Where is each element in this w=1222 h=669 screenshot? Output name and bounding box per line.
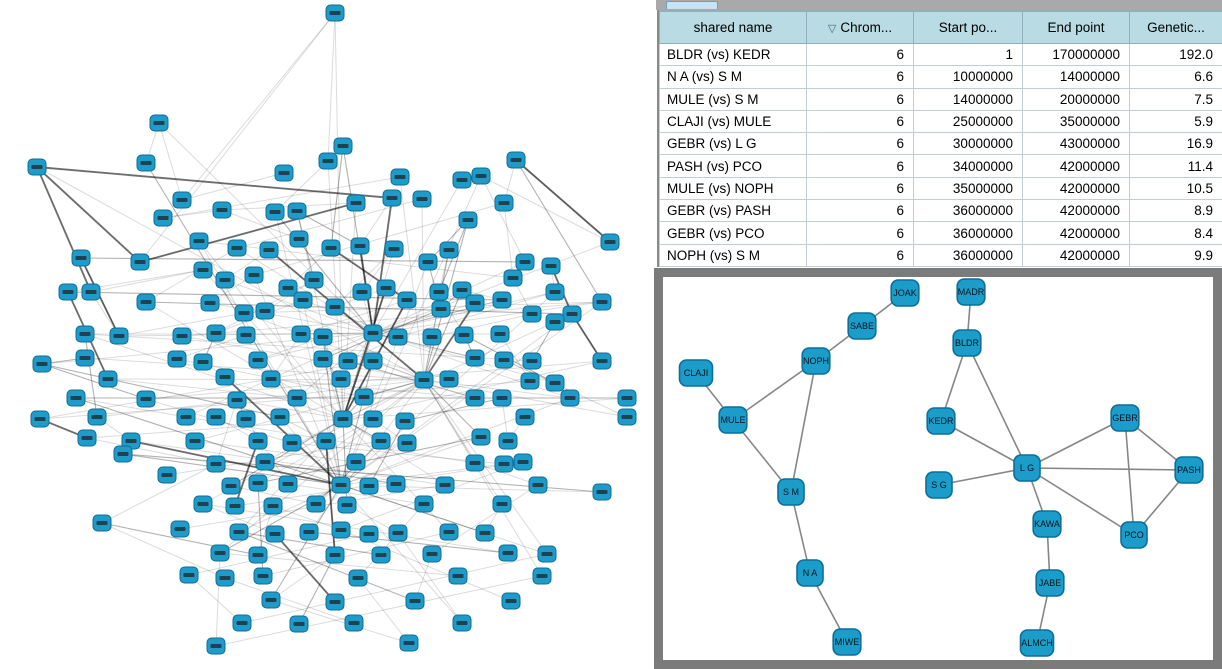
node-label-KEDR: KEDR [928, 416, 954, 426]
column-header-start-po[interactable]: Start po... [914, 11, 1023, 44]
node-label [359, 395, 370, 399]
node-label [321, 439, 332, 443]
cell[interactable]: 6 [807, 244, 914, 266]
node-label [417, 197, 428, 201]
node-label-MADR: MADR [957, 287, 985, 297]
hairball-edge[interactable] [235, 441, 258, 506]
node-label [476, 174, 487, 178]
node-label [511, 158, 522, 162]
node-label [404, 641, 415, 645]
node-label [355, 244, 366, 248]
node-label [294, 237, 305, 241]
node-label [63, 290, 74, 294]
node-label-N A: N A [802, 568, 818, 578]
node-label [279, 171, 290, 175]
node-label [175, 527, 186, 531]
cell[interactable]: MULE (vs) NOPH [660, 177, 807, 199]
hairball-edge[interactable] [504, 203, 513, 278]
node-label [234, 530, 245, 534]
node-label [351, 201, 362, 205]
cell[interactable]: 10.5 [1130, 177, 1222, 199]
node-label [241, 333, 252, 337]
subnetwork-view[interactable] [654, 268, 1222, 669]
node-label [537, 574, 548, 578]
table-row[interactable] [660, 66, 1222, 88]
cell[interactable]: 36000000 [914, 200, 1023, 222]
node-label [103, 377, 114, 381]
node-label [304, 530, 315, 534]
node-label [336, 483, 347, 487]
node-label-BLDR: BLDR [954, 338, 980, 348]
edge-attribute-table [659, 10, 1222, 267]
node-label [427, 335, 438, 339]
node-label [264, 248, 275, 252]
node-label [114, 334, 125, 338]
node-label [80, 356, 91, 360]
node-label [440, 483, 451, 487]
node-label [177, 198, 188, 202]
node-label [330, 553, 341, 557]
node-label [71, 396, 82, 400]
node-label [338, 144, 349, 148]
node-label [232, 246, 243, 250]
node-label [198, 268, 209, 272]
cell[interactable]: BLDR (vs) KEDR [660, 44, 807, 66]
node-label [32, 165, 43, 169]
cell[interactable]: 6 [807, 155, 914, 177]
cell[interactable]: 192.0 [1130, 44, 1222, 66]
table-row[interactable] [660, 110, 1222, 132]
node-label-MULE: MULE [720, 415, 746, 425]
node-label [427, 552, 438, 556]
node-label-L G: L G [1019, 463, 1035, 473]
node-label [597, 359, 608, 363]
cell[interactable]: MULE (vs) S M [660, 88, 807, 110]
node-label [287, 441, 298, 445]
filter-funnel-icon[interactable]: ▽ [827, 23, 837, 35]
table-row[interactable] [660, 155, 1222, 177]
hairball-edge[interactable] [102, 523, 225, 578]
hairball-edge[interactable] [91, 270, 203, 292]
cell[interactable]: 34000000 [914, 155, 1023, 177]
node-label [294, 622, 305, 626]
cell[interactable]: 42000000 [1023, 200, 1130, 222]
node-label [497, 396, 508, 400]
hairball-edge[interactable] [299, 555, 335, 624]
node-label [211, 462, 222, 466]
node-label [527, 359, 538, 363]
node-label [419, 502, 430, 506]
node-label [260, 460, 271, 464]
node-label [141, 161, 152, 165]
node-label [253, 553, 264, 557]
node-label [92, 415, 103, 419]
node-label [239, 311, 250, 315]
column-header-shared-name[interactable]: shared name [660, 11, 807, 44]
table-row[interactable] [660, 244, 1222, 266]
node-label [351, 460, 362, 464]
edge-GEBR-PCO[interactable] [1125, 418, 1134, 535]
node-label-S G: S G [931, 480, 947, 490]
node-label [597, 490, 608, 494]
hairball-edge[interactable] [37, 167, 140, 262]
node-label [364, 484, 375, 488]
node-label [253, 439, 264, 443]
node-label [381, 286, 392, 290]
node-label [82, 436, 93, 440]
cell[interactable]: 36000000 [914, 244, 1023, 266]
node-label [503, 551, 514, 555]
node-label [520, 415, 531, 419]
cell[interactable]: N A (vs) S M [660, 66, 807, 88]
node-label [550, 381, 561, 385]
cell[interactable]: 42000000 [1023, 155, 1130, 177]
edge-attribute-table-panel [657, 10, 1213, 267]
node-label [76, 256, 87, 260]
node-label [268, 504, 279, 508]
node-label [565, 396, 576, 400]
node-label [364, 532, 375, 536]
node-label [423, 260, 434, 264]
cell[interactable]: 5.9 [1130, 110, 1222, 132]
node-label [194, 239, 205, 243]
node-label [318, 335, 329, 339]
node-label [400, 419, 411, 423]
node-label [318, 357, 329, 361]
node-label [357, 290, 368, 294]
node-label [622, 415, 633, 419]
node-label [253, 358, 264, 362]
node-label [283, 286, 294, 290]
node-label [402, 441, 413, 445]
column-header-end-point[interactable]: End point [1023, 11, 1130, 44]
node-label [270, 210, 281, 214]
table-row[interactable] [660, 133, 1222, 155]
cell[interactable]: NOPH (vs) S M [660, 244, 807, 266]
node-label [241, 417, 252, 421]
node-label [190, 439, 201, 443]
node-label [470, 461, 481, 465]
hairball-edge[interactable] [328, 13, 335, 161]
node-label [444, 530, 455, 534]
node-label [275, 415, 286, 419]
node-label [368, 417, 379, 421]
cell[interactable]: 30000000 [914, 133, 1023, 155]
node-label [476, 435, 487, 439]
cell[interactable]: 35000000 [914, 177, 1023, 199]
node-label [162, 473, 173, 477]
cell[interactable]: 6.6 [1130, 66, 1222, 88]
cell[interactable]: 8.4 [1130, 222, 1222, 244]
cell[interactable]: GEBR (vs) L G [660, 133, 807, 155]
node-label [283, 482, 294, 486]
node-label [597, 300, 608, 304]
table-panel-strip [656, 0, 1222, 10]
node-label [330, 11, 341, 15]
node-label [266, 598, 277, 602]
column-header-genetic[interactable]: Genetic... [1130, 11, 1222, 44]
node-label [270, 532, 281, 536]
node-label [226, 484, 237, 488]
node-label [542, 552, 553, 556]
node-label [349, 621, 360, 625]
node-label [402, 298, 413, 302]
node-label [395, 175, 406, 179]
hairball-edge[interactable] [37, 167, 91, 292]
subnetwork-canvas[interactable] [663, 277, 1213, 660]
node-label [330, 600, 341, 604]
node-label [232, 398, 243, 402]
cell[interactable]: 36000000 [914, 222, 1023, 244]
node-label [141, 397, 152, 401]
node-label [470, 301, 481, 305]
node-label-PASH: PASH [1177, 465, 1201, 475]
node-label [296, 332, 307, 336]
node-label [499, 462, 510, 466]
node-label [135, 260, 146, 264]
hairball-edge[interactable] [222, 210, 299, 239]
node-label [237, 621, 248, 625]
node-label [253, 481, 264, 485]
node-label [376, 553, 387, 557]
node-label [205, 301, 216, 305]
cell[interactable]: 8.9 [1130, 200, 1222, 222]
cell[interactable]: GEBR (vs) PASH [660, 200, 807, 222]
node-label [470, 356, 481, 360]
node-label [520, 260, 531, 264]
node-label [211, 415, 222, 419]
node-label [309, 278, 320, 282]
node-label [172, 357, 183, 361]
node-label [527, 312, 538, 316]
node-label [457, 621, 468, 625]
node-label [177, 334, 188, 338]
node-label [326, 246, 337, 250]
cell[interactable]: 43000000 [1023, 133, 1130, 155]
node-label [198, 360, 209, 364]
cell[interactable]: 35000000 [1023, 110, 1130, 132]
cell[interactable]: 16.9 [1130, 133, 1222, 155]
node-label [470, 396, 481, 400]
node-label [497, 502, 508, 506]
hairball-edge[interactable] [146, 163, 341, 485]
table-row[interactable] [660, 44, 1222, 66]
cell[interactable]: 6 [807, 88, 914, 110]
node-label-MIWE: MIWE [834, 637, 860, 647]
node-label [434, 290, 445, 294]
table-panel-tab[interactable] [666, 1, 718, 9]
node-label-JABE: JABE [1038, 578, 1062, 588]
node-label [376, 439, 387, 443]
cell[interactable]: 20000000 [1023, 88, 1130, 110]
hairball-edge[interactable] [239, 532, 415, 601]
node-label [97, 521, 108, 525]
node-label [198, 502, 209, 506]
node-label [444, 248, 455, 252]
node-label [220, 278, 231, 282]
node-label [368, 331, 379, 335]
node-label [266, 377, 277, 381]
node-label [86, 290, 97, 294]
node-label-NOPH: NOPH [802, 356, 830, 366]
node-label [393, 531, 404, 535]
cell[interactable]: 6 [807, 222, 914, 244]
node-label [410, 599, 421, 603]
node-label [567, 312, 578, 316]
node-label [459, 333, 470, 337]
node-label [323, 159, 334, 163]
node-label [141, 300, 152, 304]
node-label [387, 196, 398, 200]
cell[interactable]: 6 [807, 44, 914, 66]
node-label [436, 307, 447, 311]
edge-BLDR-L G[interactable] [967, 343, 1027, 468]
cell[interactable]: CLAJI (vs) MULE [660, 110, 807, 132]
node-label [463, 218, 474, 222]
node-label [217, 208, 228, 212]
cell[interactable]: 42000000 [1023, 244, 1130, 266]
edge-L G-PASH[interactable] [1027, 468, 1189, 470]
node-label [336, 528, 347, 532]
node-label [118, 452, 129, 456]
node-label [37, 362, 48, 366]
node-label [330, 305, 341, 309]
node-label [311, 502, 322, 506]
node-label [215, 551, 226, 555]
node-label [525, 379, 536, 383]
node-label [184, 573, 195, 577]
node-label [158, 216, 169, 220]
cell[interactable]: 42000000 [1023, 222, 1130, 244]
node-label-KAWA: KAWA [1034, 519, 1060, 529]
node-label [503, 439, 514, 443]
node-label [336, 377, 347, 381]
node-label [258, 574, 269, 578]
node-label [506, 599, 517, 603]
cell[interactable]: 6 [807, 133, 914, 155]
node-label [605, 240, 616, 244]
table-row[interactable] [660, 222, 1222, 244]
node-label [126, 439, 137, 443]
node-label [338, 417, 349, 421]
node-label [292, 396, 303, 400]
node-label [499, 358, 510, 362]
table-row[interactable] [660, 88, 1222, 110]
node-label [550, 320, 561, 324]
node-label-JOAK: JOAK [893, 288, 917, 298]
node-label [497, 298, 508, 302]
cell[interactable]: 9.9 [1130, 244, 1222, 266]
node-label [499, 201, 510, 205]
cell[interactable]: 14000000 [914, 88, 1023, 110]
cell[interactable]: 25000000 [914, 110, 1023, 132]
node-label-SABE: SABE [849, 321, 875, 331]
node-label [342, 503, 353, 507]
node-label [453, 574, 464, 578]
table-header-row [660, 11, 1222, 44]
node-label-ALMCH: ALMCH [1021, 638, 1053, 648]
cell[interactable]: 7.5 [1130, 88, 1222, 110]
node-label-S M: S M [782, 487, 800, 497]
node-label [80, 332, 91, 336]
cell[interactable]: 11.4 [1130, 155, 1222, 177]
node-label [393, 335, 404, 339]
node-label [368, 359, 379, 363]
edge-L G-GEBR[interactable] [1027, 418, 1125, 468]
node-label [444, 377, 455, 381]
cell[interactable]: GEBR (vs) PCO [660, 222, 807, 244]
hairball-edge[interactable] [481, 176, 525, 262]
node-label [211, 331, 222, 335]
node-label [249, 273, 260, 277]
node-label [220, 375, 231, 379]
node-label [353, 576, 364, 580]
node-label [495, 332, 506, 336]
cell[interactable]: 14000000 [1023, 66, 1130, 88]
node-label [260, 309, 271, 313]
node-label [389, 247, 400, 251]
node-label-GEBR: GEBR [1112, 413, 1138, 423]
node-label [35, 417, 46, 421]
node-label [220, 576, 231, 580]
node-label [211, 644, 222, 648]
node-label [391, 482, 402, 486]
hairball-edge[interactable] [182, 13, 335, 200]
column-header-chrom[interactable]: ▽ Chrom... [807, 11, 914, 44]
node-label-CLAJI: CLAJI [683, 368, 709, 378]
table-row[interactable] [660, 200, 1222, 222]
node-label [508, 276, 519, 280]
node-label [533, 483, 544, 487]
node-label [518, 460, 529, 464]
hairball-edge[interactable] [271, 555, 335, 600]
node-label [298, 298, 309, 302]
cell[interactable]: PASH (vs) PCO [660, 155, 807, 177]
cell[interactable]: 170000000 [1023, 44, 1130, 66]
node-label [343, 359, 354, 363]
cell[interactable]: 6 [807, 177, 914, 199]
node-label [480, 531, 491, 535]
table-row[interactable] [660, 177, 1222, 199]
node-label-PCO: PCO [1124, 530, 1144, 540]
edge-NOPH-S M[interactable] [791, 361, 816, 492]
node-label [550, 290, 561, 294]
node-label [419, 378, 430, 382]
node-label [457, 178, 468, 182]
cell[interactable]: 6 [807, 110, 914, 132]
node-label [292, 209, 303, 213]
node-label [230, 504, 241, 508]
cell[interactable]: 6 [807, 66, 914, 88]
node-label [181, 415, 192, 419]
node-label [622, 396, 633, 400]
cell[interactable]: 1 [914, 44, 1023, 66]
cell[interactable]: 10000000 [914, 66, 1023, 88]
node-label [154, 121, 165, 125]
node-label [457, 288, 468, 292]
cell[interactable]: 6 [807, 200, 914, 222]
cell[interactable]: 42000000 [1023, 177, 1130, 199]
node-label [546, 264, 557, 268]
